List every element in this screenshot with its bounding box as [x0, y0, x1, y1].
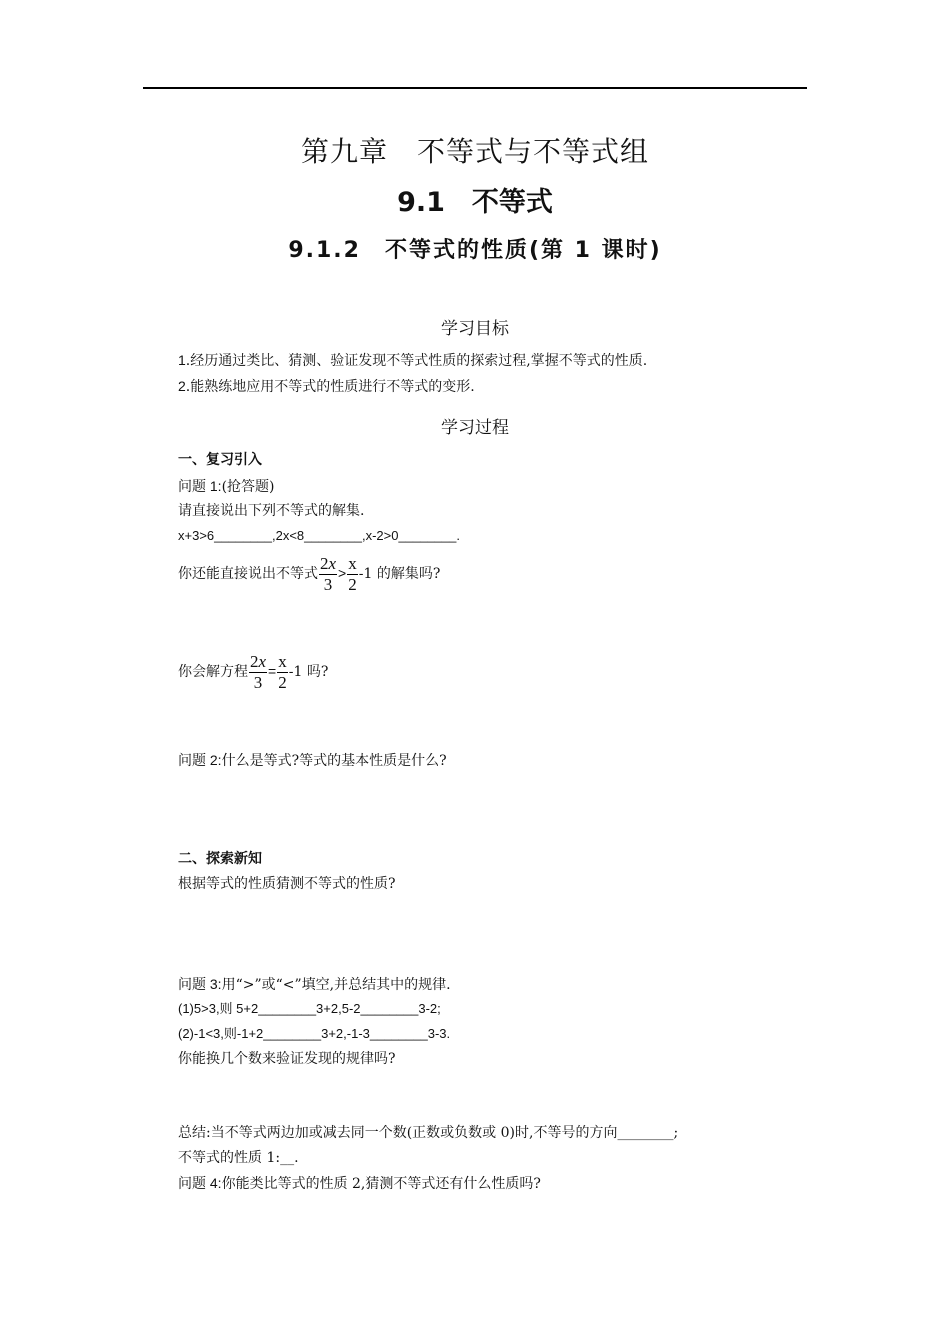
text-fragment: -1 吗?	[288, 664, 329, 680]
question-label: 问题 4:	[178, 1175, 222, 1191]
text-fragment: -1 的解集吗?	[358, 566, 441, 582]
goals-heading: 学习目标	[441, 319, 509, 339]
operator: =	[268, 663, 277, 679]
fraction-x-over-two	[347, 554, 358, 595]
question-1-prompt: 请直接说出下列不等式的解集.	[178, 503, 365, 519]
goal-number: 2	[178, 378, 186, 394]
numerator: 2x	[320, 553, 337, 573]
goal-item-1	[178, 351, 647, 370]
question-tag: (抢答题)	[221, 479, 275, 495]
variable-x: x	[328, 553, 337, 573]
operator: >	[338, 565, 347, 581]
denominator: 3	[253, 672, 263, 692]
question-label: 问题 2:	[178, 752, 222, 768]
part1-title: 一、复习引入	[178, 452, 262, 468]
question-3-item-2: (2)-1<3,则-1+2________3+2,-1-3________3-3.	[178, 1026, 451, 1041]
text-fragment: 你会解方程	[178, 664, 248, 680]
fraction-two-x-over-three	[319, 554, 337, 595]
numerator: x	[348, 553, 357, 573]
part2-title: 二、探索新知	[178, 851, 262, 867]
goal-item-2	[178, 377, 475, 396]
question-2	[178, 751, 447, 770]
goal-number: 1	[178, 352, 186, 368]
fraction-x-over-two	[277, 652, 288, 693]
question-1-inequality-ask	[178, 551, 440, 596]
question-label: 问题 3:	[178, 976, 222, 992]
text-fragment: 你还能直接说出不等式	[178, 566, 318, 582]
header-rule	[143, 87, 807, 89]
section-title: 9.1 不等式	[397, 187, 553, 218]
question-4	[178, 1174, 541, 1193]
question-1-equation-ask	[178, 649, 328, 694]
variable-x: x	[258, 651, 267, 671]
fraction-two-x-over-three	[249, 652, 267, 693]
denominator: 3	[323, 574, 333, 594]
question-1-header	[178, 477, 275, 496]
property-1-line: 不等式的性质 1:__.	[178, 1150, 299, 1166]
process-heading: 学习过程	[441, 418, 509, 438]
part2-intro: 根据等式的性质猜测不等式的性质?	[178, 876, 396, 892]
denominator: 2	[348, 574, 357, 594]
question-3-item-1: (1)5>3,则 5+2________3+2,5-2________3-2;	[178, 1001, 441, 1016]
question-text: 你能类比等式的性质 2,猜测不等式还有什么性质吗?	[221, 1176, 541, 1192]
question-3	[178, 975, 451, 994]
question-label: 问题 1:	[178, 478, 222, 494]
question-3-follow: 你能换几个数来验证发现的规律吗?	[178, 1051, 396, 1067]
goal-text: .能熟练地应用不等式的性质进行不等式的变形.	[185, 379, 475, 395]
numerator: x	[278, 651, 287, 671]
question-text: 用“>”或“<”填空,并总结其中的规律.	[221, 977, 451, 993]
question-1-inequalities: x+3>6________,2x<8________,x-2>0________.	[178, 528, 460, 543]
lesson-title: 9.1.2 不等式的性质(第 1 课时)	[288, 238, 662, 263]
goal-text: .经历通过类比、猜测、验证发现不等式性质的探索过程,掌握不等式的性质.	[185, 353, 648, 369]
summary-line: 总结:当不等式两边加或减去同一个数(正数或负数或 0)时,不等号的方向________;	[178, 1125, 679, 1141]
question-text: 什么是等式?等式的基本性质是什么?	[221, 753, 447, 769]
chapter-title: 第九章 不等式与不等式组	[300, 135, 649, 168]
numerator: 2x	[250, 651, 267, 671]
denominator: 2	[278, 672, 287, 692]
